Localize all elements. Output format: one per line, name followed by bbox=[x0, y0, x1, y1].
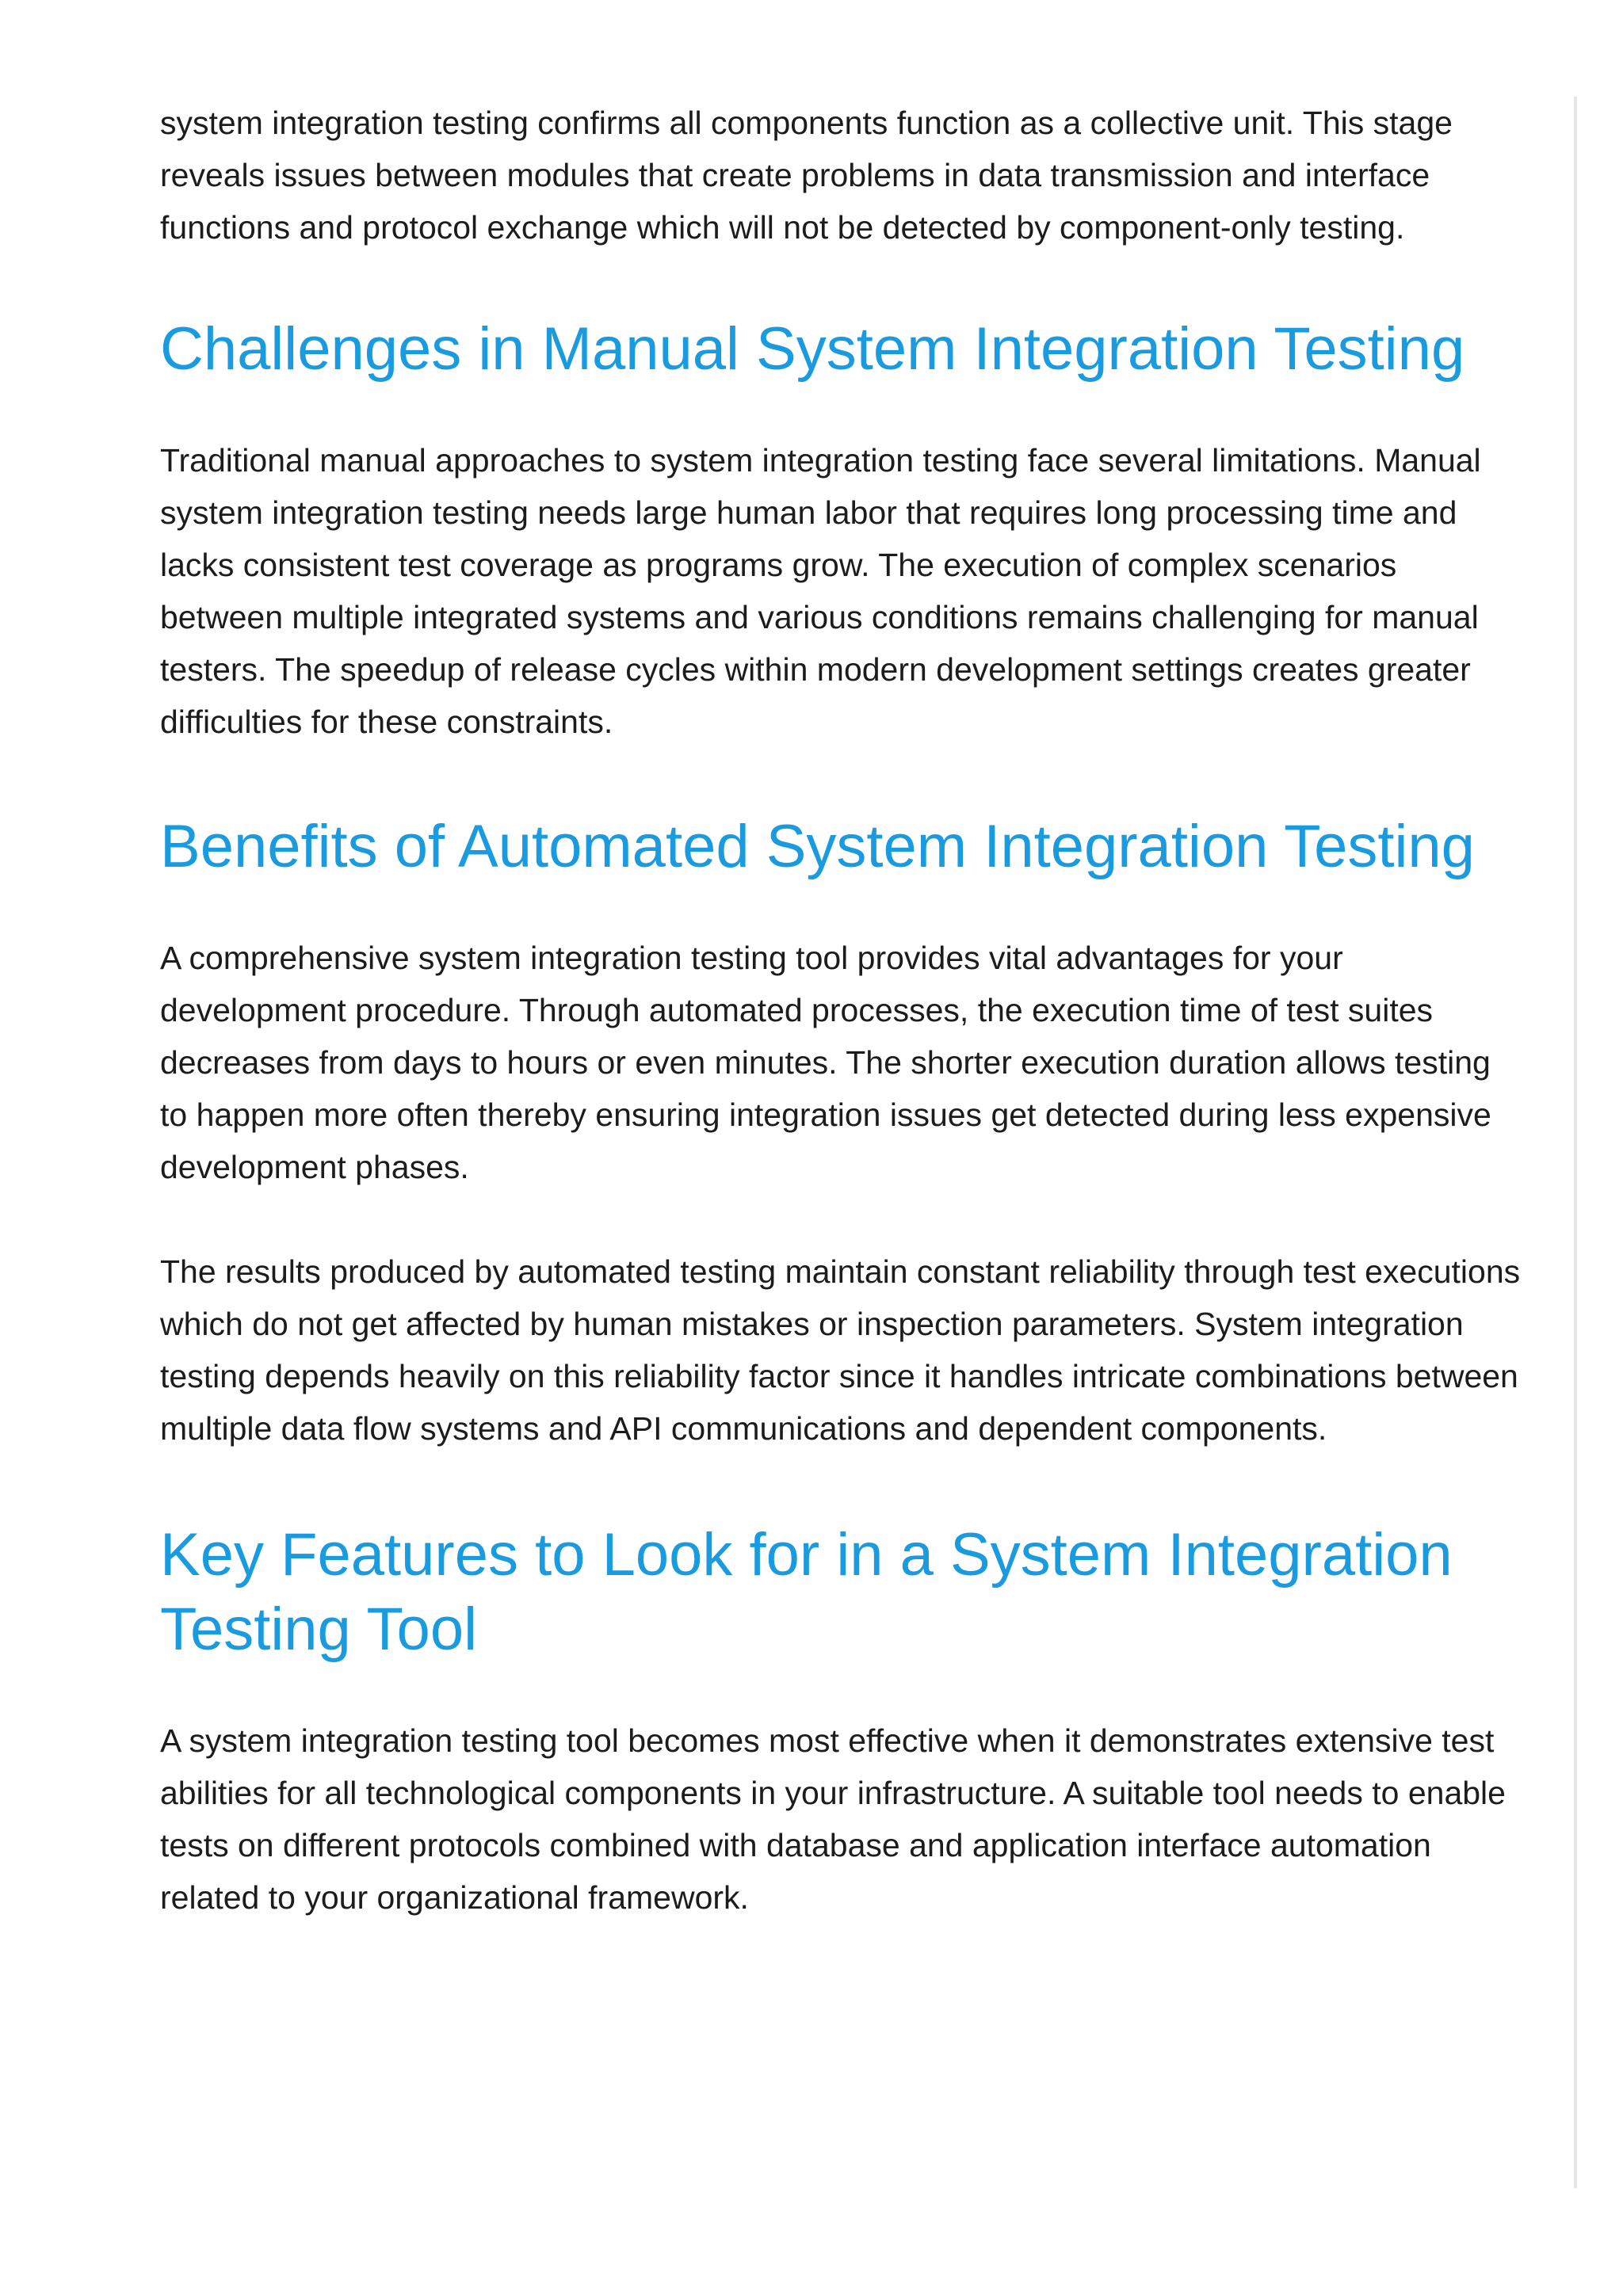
heading-key-features: Key Features to Look for in a System Integration Testing Tool bbox=[160, 1521, 1453, 1663]
article-body bbox=[160, 97, 1523, 1924]
vertical-rule bbox=[1574, 97, 1577, 2188]
benefits-paragraph-2: The results produced by automated testing maintain constant reliability through test executions which do not get affected by human mistakes or inspection parameters. System integration testing depends heavily on this reliability factor since it handles intricate combinations between multiple data flow systems and API communications and dependent components. bbox=[160, 1253, 1521, 1447]
heading-benefits: Benefits of Automated System Integration Testing bbox=[160, 813, 1475, 880]
intro-paragraph: system integration testing confirms all components function as a collective unit. This stage reveals issues between modules that create problems in data transmission and interface functions and protocol exchange which will not be detected by component-only testing. bbox=[160, 105, 1453, 246]
benefits-paragraph-1: A comprehensive system integration testing tool provides vital advantages for your development procedure. Through automated processes, the execution time of test suites decreases from days to hours or even minutes. The shorter execution duration allows testing to happen more often thereby ensuring integration issues get detected during less expensive development phases. bbox=[160, 940, 1491, 1185]
heading-challenges: Challenges in Manual System Integration Testing bbox=[160, 315, 1465, 383]
challenges-paragraph: Traditional manual approaches to system integration testing face several limitations. Manual system integration testing needs large human labor that requires long processing time and lacks consistent test coverage as programs grow. The execution of complex scenarios between multiple integrated systems and various conditions remains challenging for manual testers. The speedup of release cycles within modern development settings creates greater difficulties for these constraints. bbox=[160, 442, 1481, 740]
features-paragraph: A system integration testing tool becomes most effective when it demonstrates extensive test abilities for all technological components in your infrastructure. A suitable tool needs to enable tests on different protocols combined with database and application interface automation related to your organizational framework. bbox=[160, 1722, 1506, 1916]
